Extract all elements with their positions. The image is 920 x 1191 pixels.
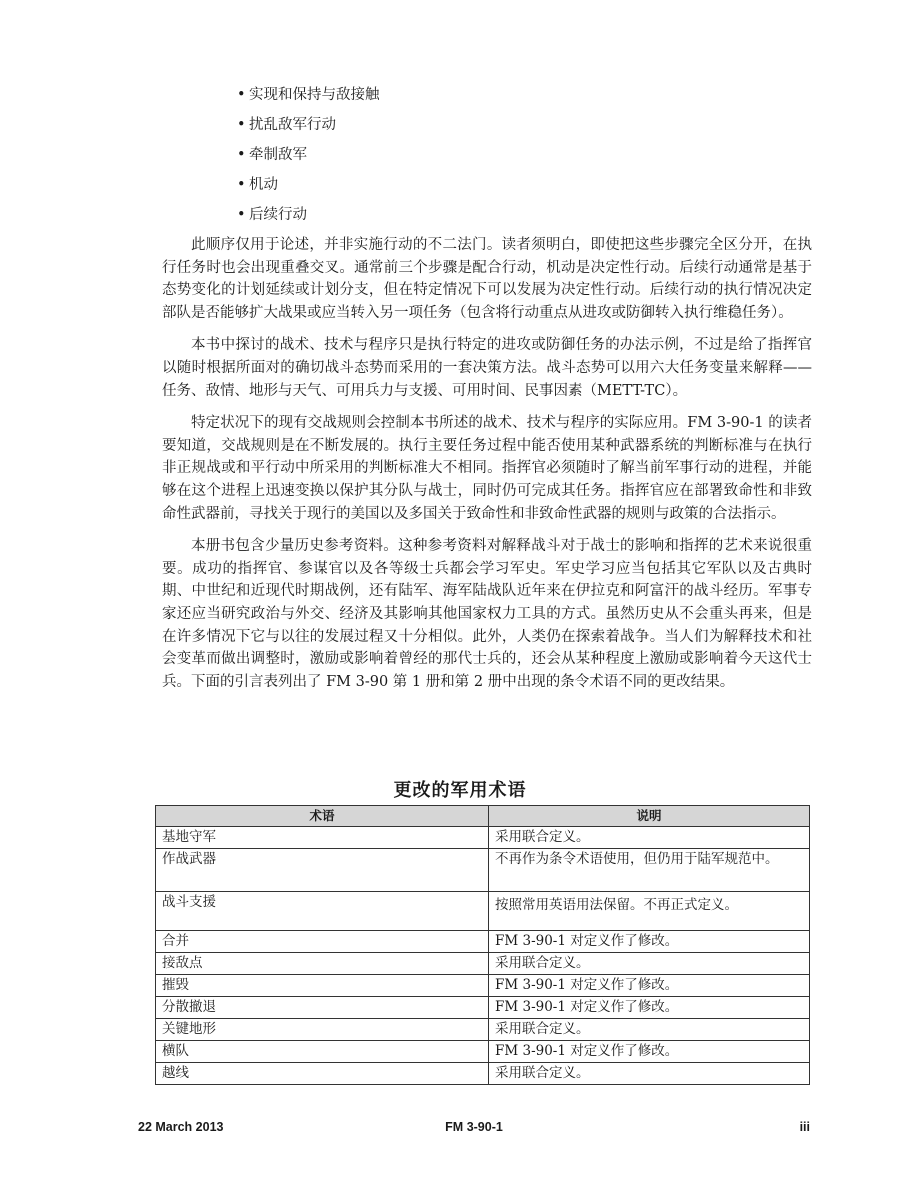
- terms-table: [155, 805, 810, 1085]
- description-cell: 采用联合定义。: [489, 953, 810, 975]
- term-cell: 战斗支援: [156, 892, 489, 931]
- term-cell: 合并: [156, 931, 489, 953]
- column-header-term: 术语: [156, 806, 489, 827]
- description-cell: FM 3-90-1 对定义作了修改。: [489, 975, 810, 997]
- term-cell: 横队: [156, 1041, 489, 1063]
- list-item: • 实现和保持与敌接触: [237, 80, 812, 110]
- paragraph: 特定状况下的现有交战规则会控制本书所述的战术、技术与程序的实际应用。FM 3-90-1 的读者要知道，交战规则是在不断发展的。执行主要任务过程中能否使用某种武器系统的判断标准与在执行非正规战或和平行动中所采用的判断标准大不相同。指挥官必须随时了解当前军事行动的进程，并能够在这个进程上迅速变换以保护其分队与战士，同时仍可完成其任务。指挥官应在部署致命性和非致命性武器前，寻找关于现行的美国以及多国关于致命性和非致命性武器的规则与政策的合法指示。: [162, 415, 812, 522]
- list-item: • 牵制敌军: [237, 140, 812, 170]
- body-text: [162, 80, 812, 703]
- table-row: [156, 892, 810, 931]
- term-cell: 接敌点: [156, 953, 489, 975]
- table-row: [156, 931, 810, 953]
- description-cell: FM 3-90-1 对定义作了修改。: [489, 931, 810, 953]
- table-row: [156, 1063, 810, 1085]
- page-footer: [138, 1120, 810, 1140]
- table-row: [156, 1041, 810, 1063]
- paragraph: 此顺序仅用于论述，并非实施行动的不二法门。读者须明白，即使把这些步骤完全区分开，在执行任务时也会出现重叠交叉。通常前三个步骤是配合行动，机动是决定性行动。后续行动通常是基于态势变化的计划延续或计划分支，但在特定情况下可以发展为决定性行动。后续行动的执行情况决定部队是否能够扩大战果或应当转入另一项任务（包含将行动重点从进攻或防御转入执行维稳任务）。: [162, 237, 812, 321]
- description-cell: 按照常用英语用法保留。不再正式定义。: [489, 892, 810, 931]
- paragraph: 本册书包含少量历史参考资料。这种参考资料对解释战斗对于战士的影响和指挥的艺术来说很重要。成功的指挥官、参谋官以及各等级士兵都会学习军史。军史学习应当包括其它军队以及古典时期、中世纪和近现代时期战例，还有陆军、海军陆战队近年来在伊拉克和阿富汗的战斗经历。军事专家还应当研究政治与外交、经济及其影响其他国家权力工具的方式。虽然历史从不会重头再来，但是在许多情况下它与以往的发展过程又十分相似。此外，人类仍在探索着战争。当人们为解释技术和社会变革而做出调整时，激励或影响着曾经的那代士兵的，还会从某种程度上激励或影响着今天这代士兵。下面的引言表列出了 FM 3-90 第 1 册和第 2 册中出现的条令术语不同的更改结果。: [162, 538, 812, 690]
- table-row: [156, 849, 810, 892]
- paragraph: 本书中探讨的战术、技术与程序只是执行特定的进攻或防御任务的办法示例，不过是给了指挥官以随时根据所面对的确切战斗态势而采用的一套决策方法。战斗态势可以用六大任务变量来解释——任务、敌情、地形与天气、可用兵力与支援、可用时间、民事因素（METT-TC）。: [162, 337, 812, 399]
- table-row: [156, 953, 810, 975]
- term-cell: 摧毁: [156, 975, 489, 997]
- table-row: [156, 975, 810, 997]
- term-cell: 基地守军: [156, 827, 489, 849]
- term-cell: 分散撤退: [156, 997, 489, 1019]
- table-row: [156, 1019, 810, 1041]
- footer-date: 22 March 2013: [138, 1120, 224, 1134]
- term-cell: 关键地形: [156, 1019, 489, 1041]
- table-row: [156, 827, 810, 849]
- description-cell: FM 3-90-1 对定义作了修改。: [489, 997, 810, 1019]
- list-item: • 扰乱敌军行动: [237, 110, 812, 140]
- term-cell: 作战武器: [156, 849, 489, 892]
- list-item: • 机动: [237, 170, 812, 200]
- term-cell: 越线: [156, 1063, 489, 1085]
- list-item: • 后续行动: [237, 200, 812, 230]
- footer-page-number: iii: [799, 1120, 810, 1134]
- table-row: [156, 997, 810, 1019]
- description-cell: 不再作为条令术语使用，但仍用于陆军规范中。: [489, 849, 810, 892]
- table-header-row: [156, 806, 810, 827]
- description-cell: FM 3-90-1 对定义作了修改。: [489, 1041, 810, 1063]
- description-cell: 采用联合定义。: [489, 827, 810, 849]
- table-title: 更改的军用术语: [393, 780, 527, 801]
- description-cell: 采用联合定义。: [489, 1063, 810, 1085]
- column-header-description: 说明: [489, 806, 810, 827]
- footer-doc-id: FM 3-90-1: [445, 1120, 503, 1134]
- step-list: [162, 80, 812, 230]
- description-cell: 采用联合定义。: [489, 1019, 810, 1041]
